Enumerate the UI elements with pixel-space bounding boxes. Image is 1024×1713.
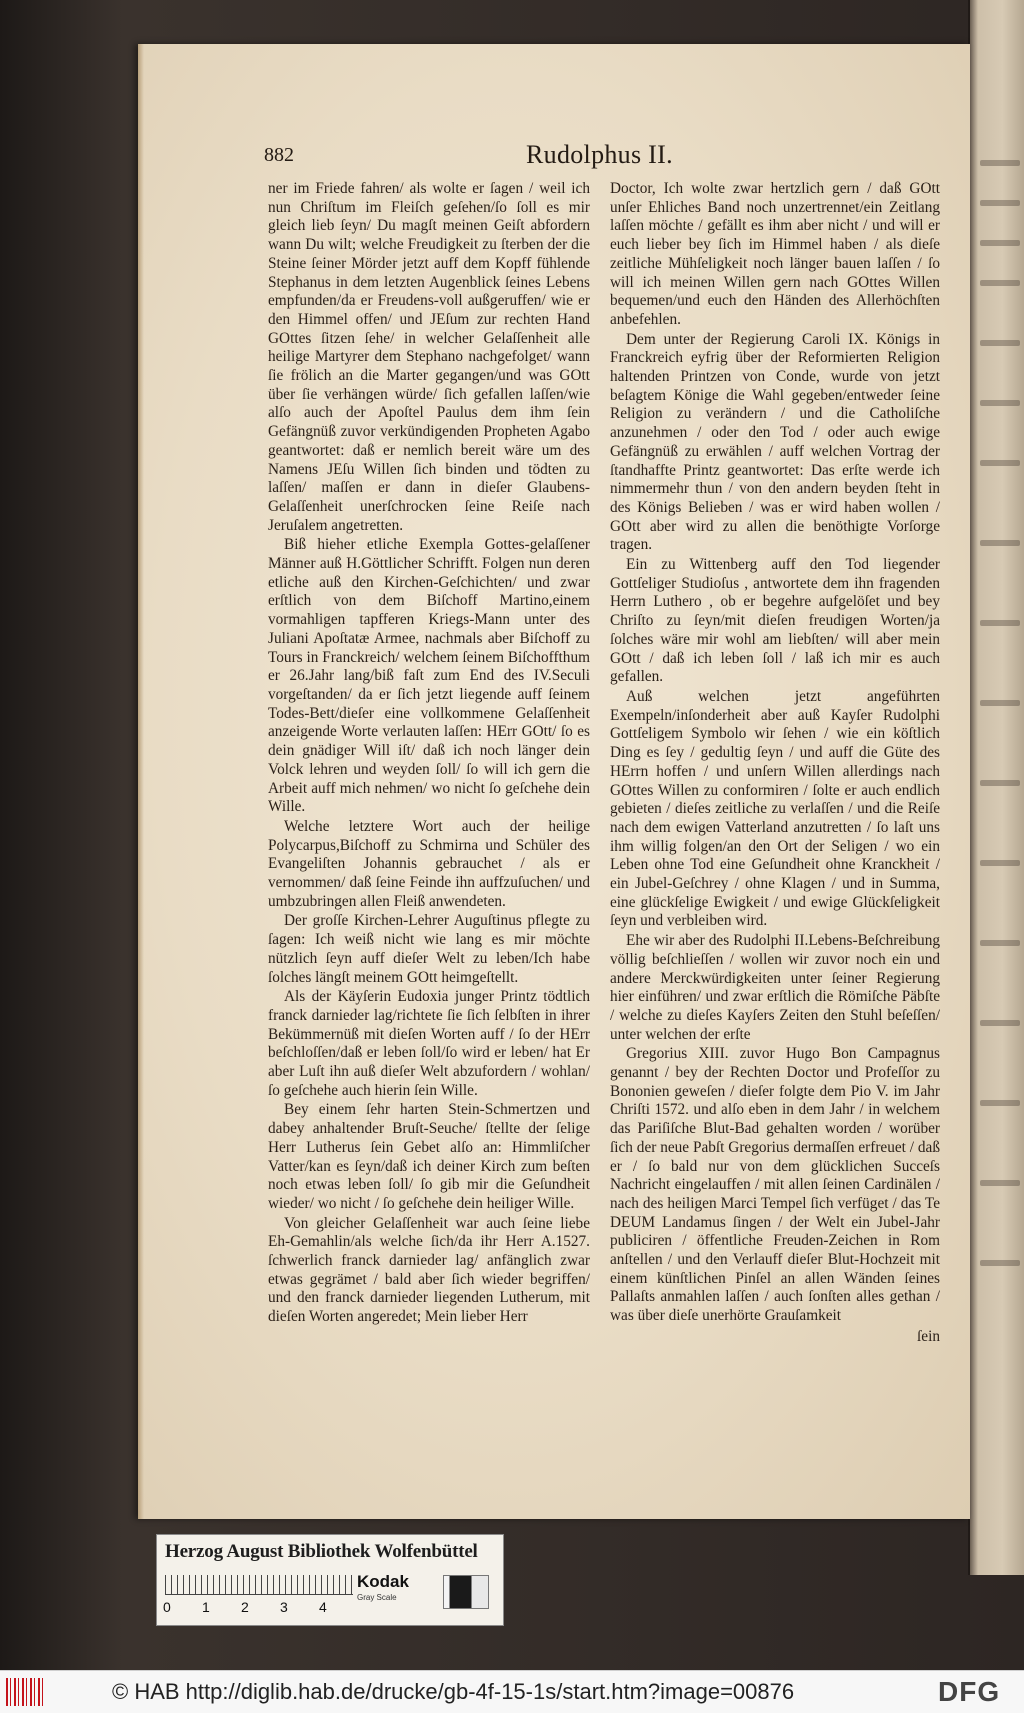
book-page — [138, 44, 970, 1519]
footer-bar — [0, 1670, 1024, 1713]
gray-scale-patch — [443, 1575, 489, 1609]
scale-number: 3 — [280, 1599, 288, 1615]
edge-text-line — [980, 1260, 1020, 1266]
paragraph: Als der Käyſerin Eudoxia junger Printz tödtlich franck darnieder lag/richtete ſie ſich ſelbſten in ihrer Bekümmernüß mit dieſen Worten auff / ſo der HErr beſchloſſen/daß er leben ſoll/ſo wird er leben/ hat Er aber Luſt ihn auß dieſer Welt abzufordern / wohlan/ ſo geſchehe auch hierin ſein Wille. — [268, 988, 590, 1099]
paragraph: Ehe wir aber des Rudolphi II.Lebens-Beſchreibung völlig beſchlieſſen / wollen wir zuvor noch ein und andere Merckwürdigkeiten unter ſeiner Regierung hier einführen/ und zwar erſtlich die Römiſche Päbſte / welche zu dieſes Kayſers Zeiten den Stuhl beſeſſen/ unter welchen der erſte — [610, 932, 940, 1043]
copyright-url[interactable]: © HAB http://diglib.hab.de/drucke/gb-4f-15-1s/start.htm?image=00876 — [112, 1679, 795, 1704]
running-title: Rudolphus II. — [526, 140, 673, 169]
dfg-logo: DFG — [938, 1676, 1001, 1707]
scale-ruler — [165, 1575, 353, 1595]
color-target-card — [156, 1534, 504, 1626]
next-page-edge — [968, 0, 1024, 1575]
library-name: Herzog August Bibliothek Wolfenbüttel — [165, 1541, 478, 1562]
text-column-right — [610, 180, 940, 1348]
paragraph: Gregorius XIII. zuvor Hugo Bon Campagnus genannt / bey der Rechten Doctor und Profeſſor zu Bononien geweſen / dieſer folgte dem Pio V. im Jahr Chriſti 1572. und alſo eben in dem Jahr / in welchem das Pariſiſche Blut-Bad gehalten worden / worüber ſich der neue Pabſt Gregorius dermaſſen erfreuet / daß er / ſo bald nur von dem glücklichen Succeſs Nachricht eingelauffen / mit allen ſeinen Cardinälen / nach des heiligen Marci Tempel ſich verfüget / das Te DEUM Landamus ſingen / der Welt ein Jubel-Jahr publiciren / öffentliche Freuden-Zeichen in Rom anſtellen / und den Verlauff dieſer Blut-Hochzeit mit einem künſtlichen Pinſel an allen Wänden ſeines Pallaſts anmahlen laſſen / auch ſonſten alles gethan / was über dieſe unerhörte Grauſamkeit — [610, 1045, 940, 1325]
edge-text-line — [980, 200, 1020, 206]
kodak-logo: Kodak — [357, 1572, 409, 1591]
gray-scale-label: Gray Scale — [357, 1593, 397, 1602]
edge-text-line — [980, 860, 1020, 866]
paragraph: ner im Friede fahren/ als wolte er ſagen / weil ich nun Chriſtum im Fleiſch geſehen/ſo ſoll es mir gleich lieb ſeyn/ Du magſt meinen Geiſt abfordern wann Du wilt; welche Freudigkeit zu ſterben der die Steine ſeiner Mörder jetzt auff dem Kopff fühlende Stephanus in dem letzten Augenblick ſeines Lebens empfunden/da er Freudens-voll außgeruffen/ wie er den Himmel offen/ und JEſum zur rechten Hand GOttes ſitzen ſehe/ in welcher Gelaſſenheit alle heilige Martyrer dem Stephano nachgefolget/ wann ſie frölich an die Marter gegangen/und was GOtt über ſie verhängen würde/ ſich gefallen laſſen/wie alſo auch der Apoſtel Paulus dem ihm ſein Gefängnüß zuvor verkündigenden Propheten Agabo geantwortet: daß er nemlich bereit wäre um des Namens JEſu Willen ſich binden und tödten zu laſſen/ maſſen er dann in dieſer Glaubens-Gelaſſenheit unerſchrocken ſeine Reiſe nach Jeruſalem angetretten. — [268, 180, 590, 534]
edge-text-line — [980, 160, 1020, 166]
page-number: 882 — [264, 144, 294, 166]
edge-text-line — [980, 1180, 1020, 1186]
paragraph: Der groſſe Kirchen-Lehrer Auguſtinus pflegte zu ſagen: Ich weiß nicht wie lang es mir möchte nützlich ſeyn auff dieſer Welt zu leben/Ich habe ſolches längſt meinem GOtt heimgeſtellt. — [268, 912, 590, 986]
hab-barcode-icon — [6, 1678, 46, 1706]
scale-number: 1 — [202, 1599, 210, 1615]
paragraph: Biß hieher etliche Exempla Gottes-gelaſſener Männer auß H.Göttlicher Schrifft. Folgen nun deren etliche auß den Kirchen-Geſchichten/ und zwar erſtlich von dem Biſchoff Martino,einem vormahligen tapfferen Kriegs-Mann unter des Juliani Apoſtatæ Armee, nachmals aber Biſchoff zu Tours in Franckreich/ welchem ſeinem Biſchoffthum er 26.Jahr lang/biß faſt zum End des IV.Seculi vorgeſtanden/ da er ſich jetzt liegende auff ſeinem Todes-Bett/dieſer eine vollkommene Gelaſſenheit anzeigende Worte verlauten laſſen: HErr GOtt/ ſo es dein gnädiger Will iſt/ daß ich noch länger dein Volck lehren und weyden ſoll/ ſo will ich gern die Arbeit auff mich nehmen/ wo nicht ſo geſchehe dein Wille. — [268, 536, 590, 816]
text-column-left — [268, 180, 590, 1328]
paragraph: Dem unter der Regierung Caroli IX. Königs in Franckreich eyfrig über der Reformierten Religion haltenden Printzen von Conde, wurde von jetzt beſagtem Könige die Wahl gegeben/entweder ſeine Religion zu verändern / und die Catholiſche anzunehmen / oder den Tod / oder auch ewige Gefängnüß zu erwählen / auff welchen Vortrag der ſtandhaffte Printz geantwortet: Das erſte werde ich nimmermehr thun / von den andern beyden ſteht in des Königs Belieben / was er wird haben wollen / GOtt aber wird zu allen die benöthigte Vorſorge tragen. — [610, 330, 940, 554]
edge-text-line — [980, 780, 1020, 786]
edge-text-line — [980, 240, 1020, 246]
scale-number: 2 — [241, 1599, 249, 1615]
edge-text-line — [980, 400, 1020, 406]
paragraph: Bey einem ſehr harten Stein-Schmertzen und dabey anhaltender Bruſt-Seuche/ ſtellte der ſelige Herr Lutherus ſein Gebet alſo an: Himmliſcher Vatter/kan es ſeyn/daß ich deiner Kirch zum beſten noch etwas leben ſoll/ ſo gib mir die Geſundheit wieder/ wo nicht / ſo geſchehe dein heiliger Wille. — [268, 1101, 590, 1212]
paragraph: Doctor, Ich wolte zwar hertzlich gern / daß GOtt unſer Ehliches Band noch unzertrennet/ein Zeitlang laſſen möchte / gefällt es ihm aber nicht / und will er euch lieber bey ſich im Himmel haben / als dieſe zeitliche Mühſeligkeit noch länger bauen laſſen / ſo will ich meinen Willen gern nach GOttes Willen bequemen/und euch den Händen des Allerhöchſten anbefehlen. — [610, 180, 940, 328]
paragraph: Von gleicher Gelaſſenheit war auch ſeine liebe Eh-Gemahlin/als welche ſich/da ihr Herr A.1527. ſchwerlich franck darnieder lag/ anfänglich zwar etwas gegrämet / bald aber ſich wieder begriffen/ und den franck darnieder liegenden Lutherum, mit dieſen Worten angeredet; Mein lieber Herr — [268, 1214, 590, 1326]
paragraph: Auß welchen jetzt angeführten Exempeln/inſonderheit aber auß Kayſer Rudolphi Gottſeligem Symbolo wir ſehen / wie ein köſtlich Ding es ſey / gedultig ſeyn / und auff die Güte des HErrn hoffen / und unſern Willen allerdings nach GOttes Willen zu conformiren / ſolte er auch endlich gebieten / dieſes zeitliche zu verlaſſen / und die Reiſe nach dem ewigen Vatterland anzutretten / ſo laſt uns ihm willig folgen/an den Ort der Seligen / wo ein Leben ohne Tod eine Geſundheit ohne Kranckheit / ein Jubel-Geſchrey / ohne Klagen / und in Summa, eine glückſelige Ewigkeit / und ewige Glückſeligkeit ſeyn und verbleiben wird. — [610, 687, 940, 930]
edge-text-line — [980, 1020, 1020, 1026]
edge-text-line — [980, 280, 1020, 286]
edge-text-line — [980, 460, 1020, 466]
scale-number: 0 — [163, 1599, 171, 1615]
edge-text-line — [980, 620, 1020, 626]
edge-text-line — [980, 340, 1020, 346]
edge-text-line — [980, 540, 1020, 546]
paragraph: Welche letztere Wort auch der heilige Polycarpus,Biſchoff zu Schmirna und Schüler des Evangeliſten Johannis gebrauchet / als er vernommen/ daß ſeine Feinde ihn auffzuſuchen/ und umbzubringen allen Fleiß anwendeten. — [268, 817, 590, 910]
edge-text-line — [980, 940, 1020, 946]
paragraph: Ein zu Wittenberg auff den Tod liegender Gottſeliger Studioſus , antwortete dem ihn fragenden Herrn Luthero , ob er begehre aufgelöſet und bey Chriſto zu ſeyn/mit dieſen freudigen Worten/ja ſolches wäre mir wohl am liebſten/ will aber mein GOtt / daß ich leben ſoll / laß ich mir es auch gefallen. — [610, 556, 940, 686]
catchword: ſein — [917, 1327, 940, 1345]
edge-text-line — [980, 1100, 1020, 1106]
edge-text-line — [980, 700, 1020, 706]
scale-number: 4 — [319, 1599, 327, 1615]
